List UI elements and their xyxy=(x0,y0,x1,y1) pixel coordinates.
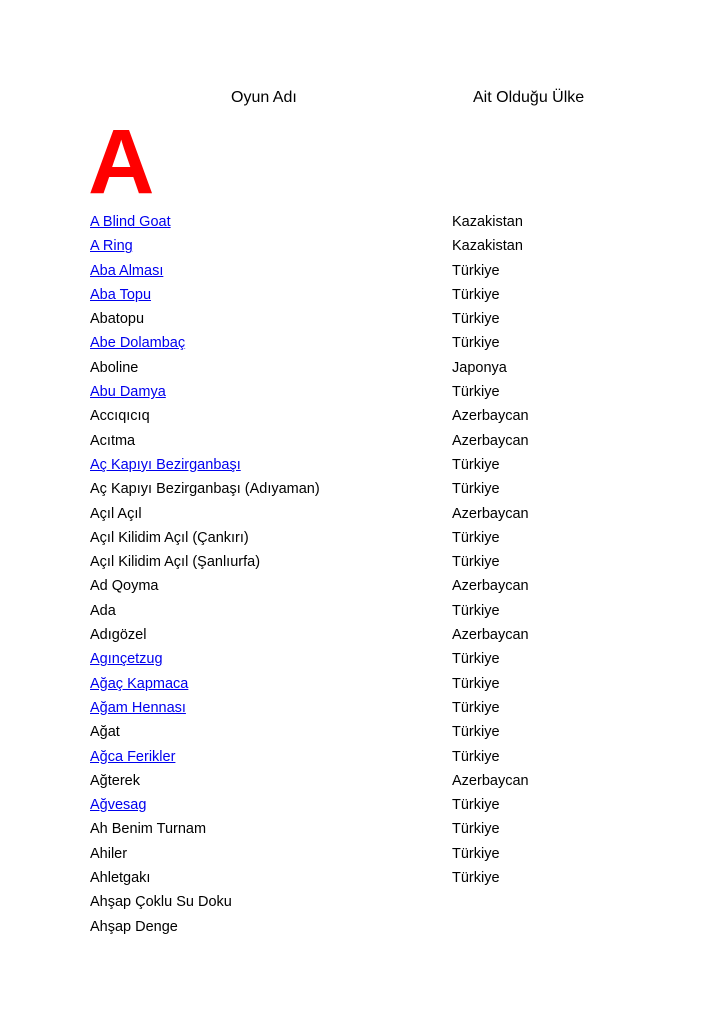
country-name: Türkiye xyxy=(452,870,500,887)
country-name: Kazakistan xyxy=(452,238,523,255)
game-name: Aç Kapıyı Bezirganbaşı (Adıyaman) xyxy=(90,481,320,498)
list-item xyxy=(0,406,724,430)
list-item xyxy=(0,552,724,576)
list-item xyxy=(0,722,724,746)
list-item xyxy=(0,576,724,600)
country-name: Azerbaycan xyxy=(452,627,529,644)
list-item xyxy=(0,795,724,819)
game-name-link[interactable]: Ağvesag xyxy=(90,797,147,814)
country-name: Türkiye xyxy=(452,797,500,814)
country-name: Türkiye xyxy=(452,286,500,303)
country-name: Türkiye xyxy=(452,651,500,668)
country-name: Türkiye xyxy=(452,748,500,765)
country-name: Türkiye xyxy=(452,529,500,546)
game-name: Açıl Açıl xyxy=(90,505,142,522)
country-name: Türkiye xyxy=(452,456,500,473)
game-name: Ahletgakı xyxy=(90,870,151,887)
country-name: Kazakistan xyxy=(452,214,523,230)
game-name-link[interactable]: Aba Topu xyxy=(90,286,152,303)
list-item xyxy=(0,747,724,771)
game-name-link[interactable]: Ağam Hennası xyxy=(90,699,186,716)
list-item xyxy=(0,212,724,236)
game-name: Ah Benim Turnam xyxy=(90,821,207,838)
section-letter: A xyxy=(88,111,155,213)
country-name: Türkiye xyxy=(452,675,500,692)
column-header-country: Ait Olduğu Ülke xyxy=(473,89,585,106)
country-name: Türkiye xyxy=(452,311,500,328)
list-item xyxy=(0,504,724,528)
game-name: Aboline xyxy=(90,359,139,376)
list-item xyxy=(0,261,724,285)
country-name: Türkiye xyxy=(452,481,500,498)
country-name: Türkiye xyxy=(452,602,500,619)
list-item xyxy=(0,601,724,625)
game-name-link[interactable]: A Blind Goat xyxy=(90,214,171,230)
list-item xyxy=(0,455,724,479)
country-name: Türkiye xyxy=(452,554,500,571)
country-name: Azerbaycan xyxy=(452,772,529,789)
game-name: Ağat xyxy=(90,724,120,741)
game-name: Accıqıcıq xyxy=(90,408,150,425)
list-item xyxy=(0,698,724,722)
list-item xyxy=(0,892,724,916)
game-name: Ada xyxy=(90,602,116,619)
list-item xyxy=(0,382,724,406)
country-name: Türkiye xyxy=(452,821,500,838)
list-item xyxy=(0,868,724,892)
game-name-link[interactable]: A Ring xyxy=(90,238,133,255)
list-item xyxy=(0,844,724,868)
country-name: Türkiye xyxy=(452,724,500,741)
country-name: Japonya xyxy=(452,359,507,376)
game-name: Acıtma xyxy=(90,432,136,449)
column-header-game-name: Oyun Adı xyxy=(231,89,297,106)
game-name-link[interactable]: Abu Damya xyxy=(90,384,166,401)
country-name: Türkiye xyxy=(452,262,500,279)
list-item xyxy=(0,528,724,552)
country-name: Azerbaycan xyxy=(452,578,529,595)
list-item xyxy=(0,309,724,333)
game-name: Açıl Kilidim Açıl (Çankırı) xyxy=(90,529,249,546)
list-item xyxy=(0,285,724,309)
game-name: Ahşap Denge xyxy=(90,918,178,935)
country-name: Türkiye xyxy=(452,699,500,716)
game-name-link[interactable]: Abe Dolambaç xyxy=(90,335,186,352)
country-name: Türkiye xyxy=(452,384,500,401)
game-name-link[interactable]: Aba Alması xyxy=(90,262,164,279)
list-item xyxy=(0,236,724,260)
list-item xyxy=(0,431,724,455)
list-item xyxy=(0,625,724,649)
game-name: Ahiler xyxy=(90,845,128,862)
country-name: Türkiye xyxy=(452,335,500,352)
list-item xyxy=(0,358,724,382)
list-item xyxy=(0,917,724,941)
game-name-link[interactable]: Ağca Ferikler xyxy=(90,748,176,765)
country-name: Türkiye xyxy=(452,845,500,862)
game-name-link[interactable]: Aç Kapıyı Bezirganbaşı xyxy=(90,456,241,473)
list-item xyxy=(0,674,724,698)
game-name: Ağterek xyxy=(90,772,140,789)
game-name-link[interactable]: Ağaç Kapmaca xyxy=(90,675,189,692)
list-item xyxy=(0,771,724,795)
game-name: Açıl Kilidim Açıl (Şanlıurfa) xyxy=(90,554,261,571)
games-list xyxy=(0,212,724,941)
game-name: Ad Qoyma xyxy=(90,578,159,595)
game-name: Ahşap Çoklu Su Doku xyxy=(90,894,232,911)
list-item xyxy=(0,649,724,673)
list-item xyxy=(0,333,724,357)
game-name-link[interactable]: Agınçetzug xyxy=(90,651,163,668)
game-name: Adıgözel xyxy=(90,627,147,644)
list-item xyxy=(0,819,724,843)
country-name: Azerbaycan xyxy=(452,505,529,522)
game-name: Abatopu xyxy=(90,311,145,328)
country-name: Azerbaycan xyxy=(452,432,529,449)
country-name: Azerbaycan xyxy=(452,408,529,425)
list-item xyxy=(0,479,724,503)
